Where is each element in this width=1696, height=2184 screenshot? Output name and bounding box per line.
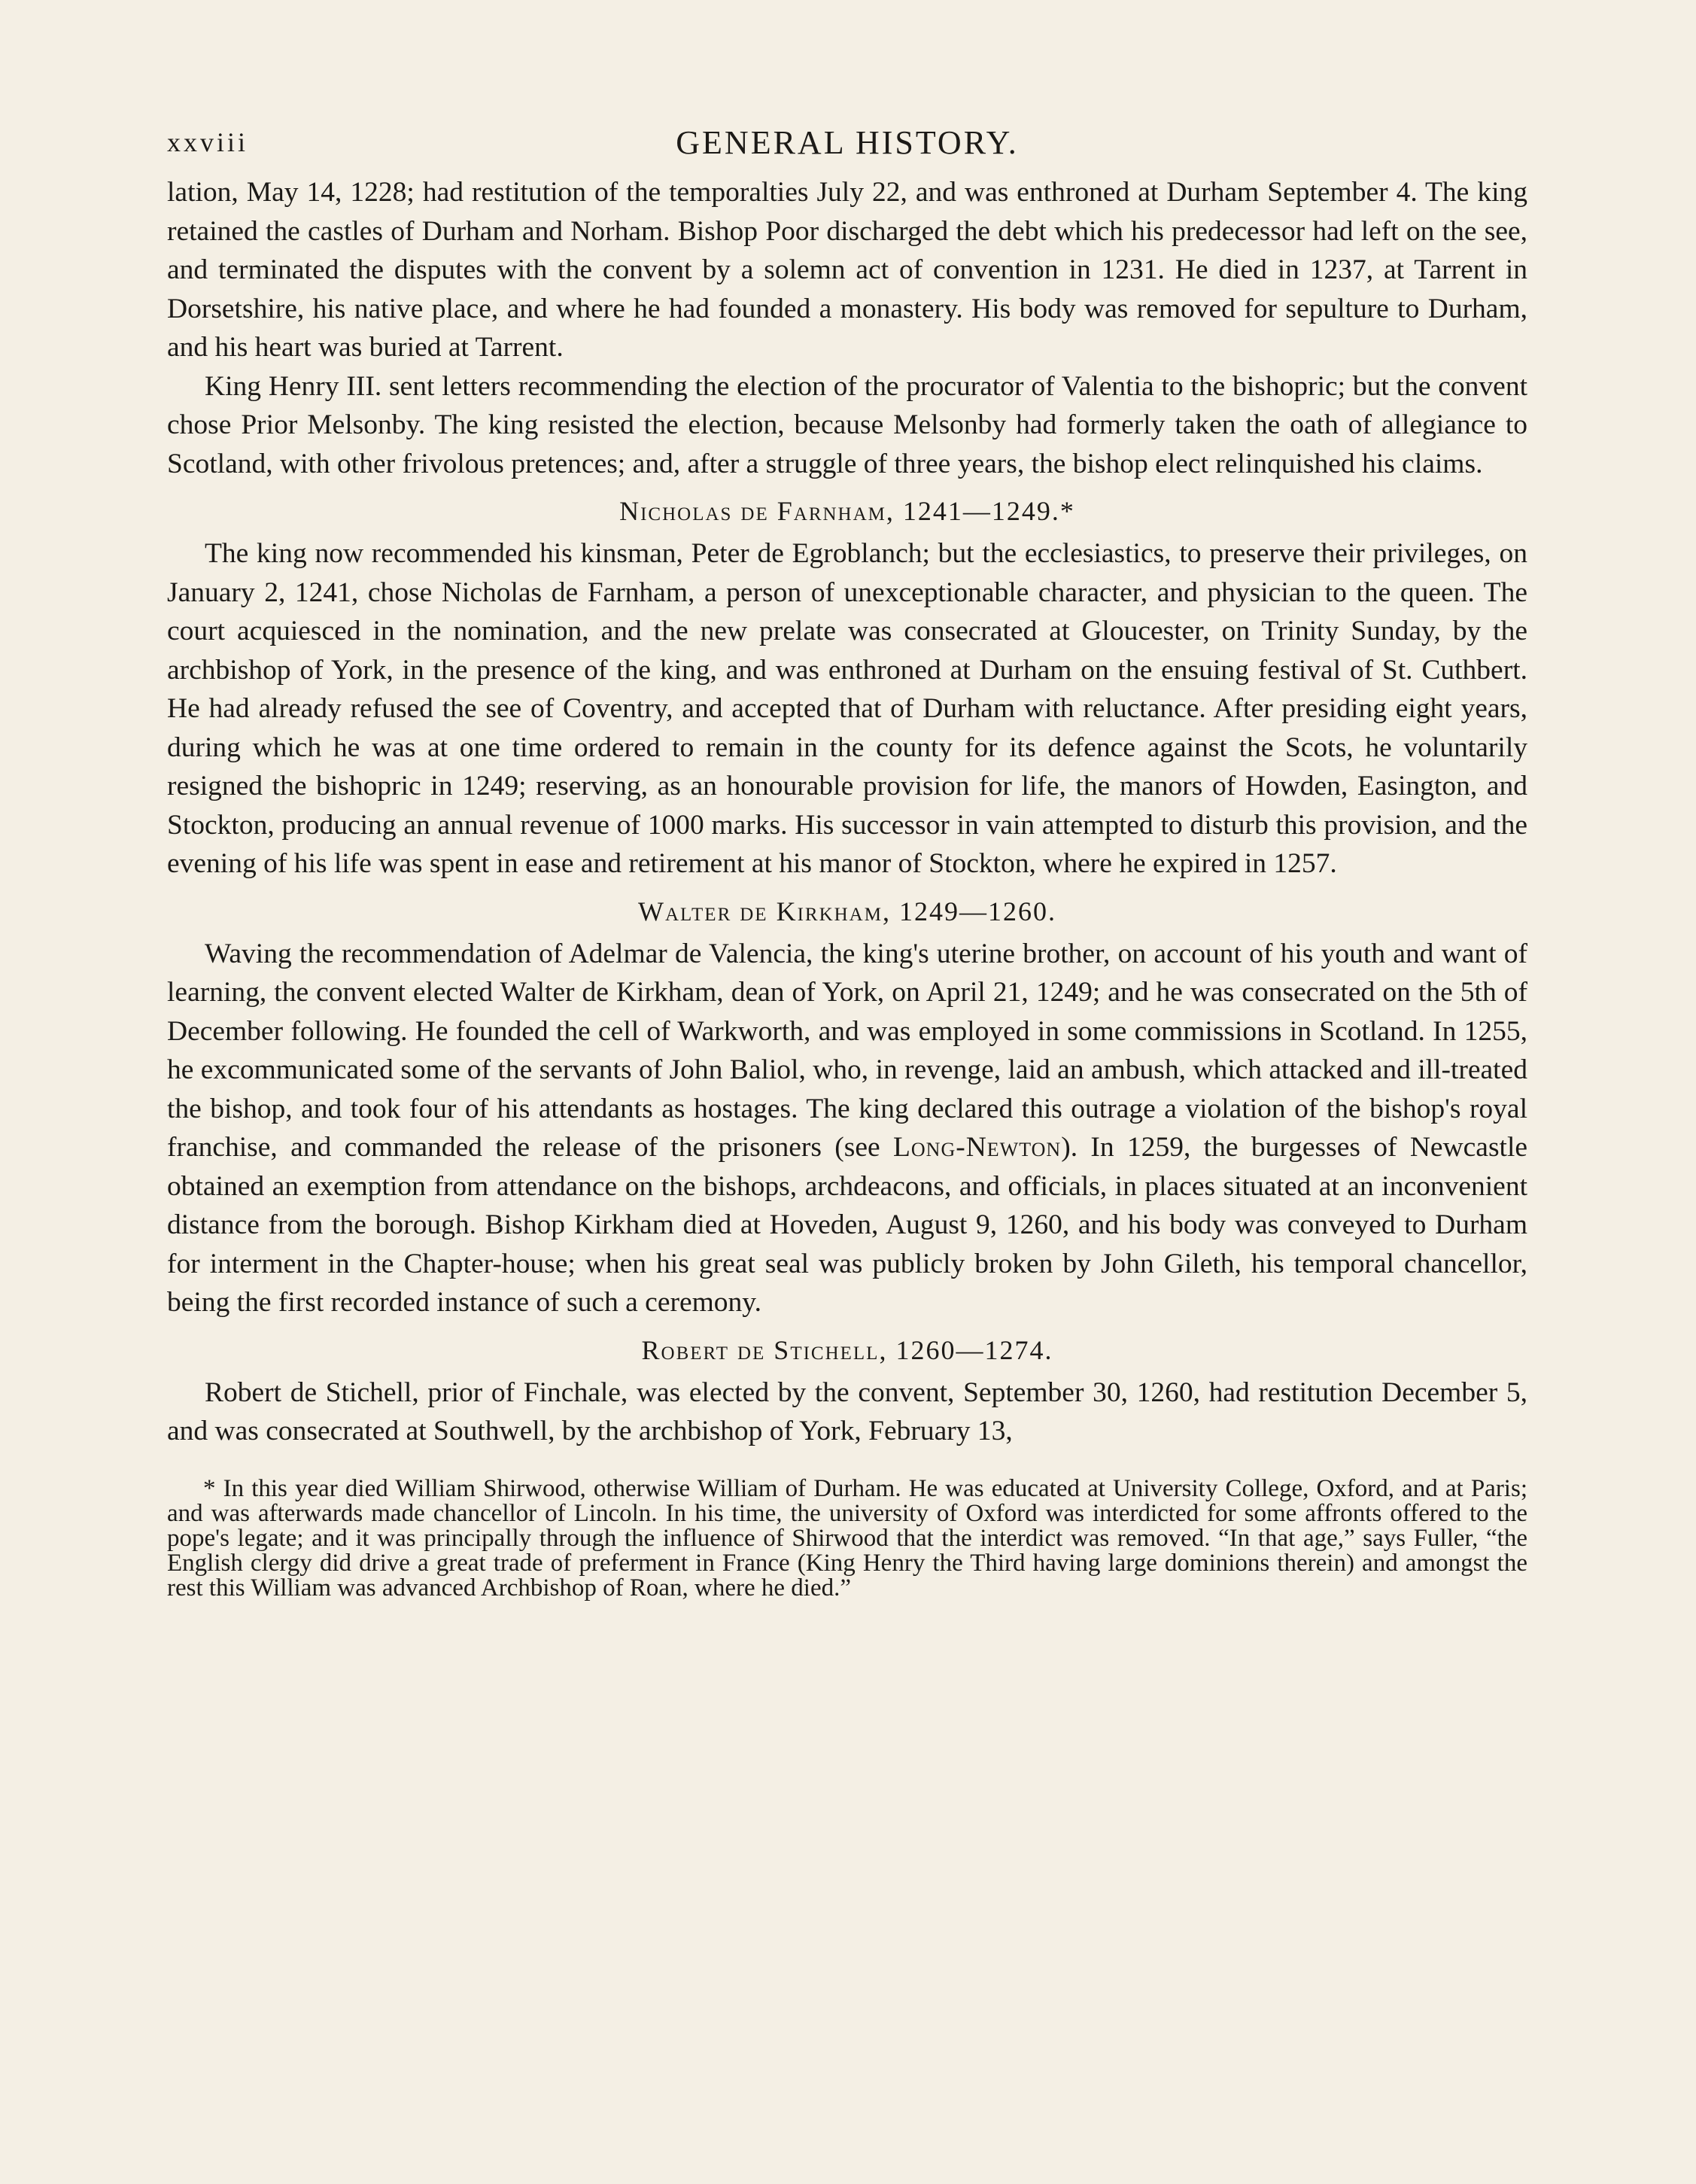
section-heading: Walter de Kirkham, 1249—1260.	[638, 896, 1056, 926]
section-heading: Robert de Stichell, 1260—1274.	[641, 1334, 1053, 1365]
running-head	[167, 120, 1527, 173]
running-title: GENERAL HISTORY.	[676, 124, 1019, 161]
cross-reference: Long-Newton	[893, 1132, 1062, 1163]
document-page	[167, 120, 1527, 1601]
page-number: xxviii	[167, 127, 249, 157]
paragraph-text: ). In 1259, the burgesses of Newcastle obtained an exemption from attendance on the bishops, archdeacons, and officials, in places situated at an inconvenient distance from the borough. Bishop Kirkham died at Hoveden, August 9, 1260, and his body was conveyed to Durham for interment in the Chapter-house; when his great seal was publicly broken by John Gileth, his temporal chancellor, being the first recorded instance of such a ceremony.	[167, 1132, 1528, 1318]
paragraph: The king now recommended his kinsman, Peter de Egroblanch; but the ecclesiastics, to preserve their privileges, on January 2, 1241, chose Nicholas de Farnham, a person of unexceptionable character, and physician to the queen. The court acquiesced in the nomination, and the new prelate was consecrated at Gloucester, on Trinity Sunday, by the archbishop of York, in the presence of the king, and was enthroned at Durham on the ensuing festival of St. Cuthbert. He had already refused the see of Coventry, and accepted that of Durham with reluctance. After presiding eight years, during which he was at one time ordered to remain in the county for its defence against the Scots, he voluntarily resigned the bishopric in 1249; reserving, as an honourable provision for life, the manors of Howden, Easington, and Stockton, producing an annual revenue of 1000 marks. His successor in vain attempted to disturb this provision, and the evening of his life was spent in ease and retirement at his manor of Stockton, where he expired in 1257.	[167, 538, 1527, 879]
footnote: * In this year died William Shirwood, otherwise William of Durham. He was educated at University College, Oxford, and at Paris; and was afterwards made chancellor of Lincoln. In his time, the university of Oxford was interdicted for some affronts offered to the pope's legate; and it was principally through the influence of Shirwood that the interdict was removed. “In that age,” says Fuller, “the English clergy did drive a great trade of preferment in France (King Henry the Third having large dominions therein) and amongst the rest this William was advanced Archbishop of Roan, where he died.”	[167, 1474, 1527, 1601]
paragraph	[167, 935, 1527, 1322]
paragraph: lation, May 14, 1228; had restitution of the temporalties July 22, and was enthroned at Durham September 4. The king retained the castles of Durham and Norham. Bishop Poor discharged the debt which his predecessor had left on the see, and terminated the disputes with the convent by a solemn act of convention in 1231. He died in 1237, at Tarrent in Dorsetshire, his native place, and where he had founded a monastery. His body was removed for sepulture to Durham, and his heart was buried at Tarrent.	[167, 177, 1527, 363]
paragraph-text: Waving the recommendation of Adelmar de Valencia, the king's uterine brother, on account of his youth and want of learning, the convent elected Walter de Kirkham, dean of York, on April 21, 1249; and he was consecrated on the 5th of December following. He founded the cell of Warkworth, and was employed in some commissions in Scotland. In 1255, he excommunicated some of the servants of John Baliol, who, in revenge, laid an ambush, which attacked and ill-treated the bishop, and took four of his attendants as hostages. The king declared this outrage a violation of the bishop's royal franchise, and commanded the release of the prisoners (see	[167, 938, 1527, 1163]
body-text	[167, 173, 1527, 1451]
paragraph: King Henry III. sent letters recommending the election of the procurator of Valentia to the bishopric; but the convent chose Prior Melsonby. The king resisted the election, because Melsonby had formerly taken the oath of allegiance to Scotland, with other frivolous pretences; and, after a struggle of three years, the bishop elect relinquished his claims.	[167, 370, 1527, 479]
paragraph: Robert de Stichell, prior of Finchale, was elected by the convent, September 30, 1260, had restitution December 5, and was consecrated at Southwell, by the archbishop of York, February 13,	[167, 1376, 1527, 1446]
section-heading: Nicholas de Farnham, 1241—1249.*	[619, 496, 1075, 526]
